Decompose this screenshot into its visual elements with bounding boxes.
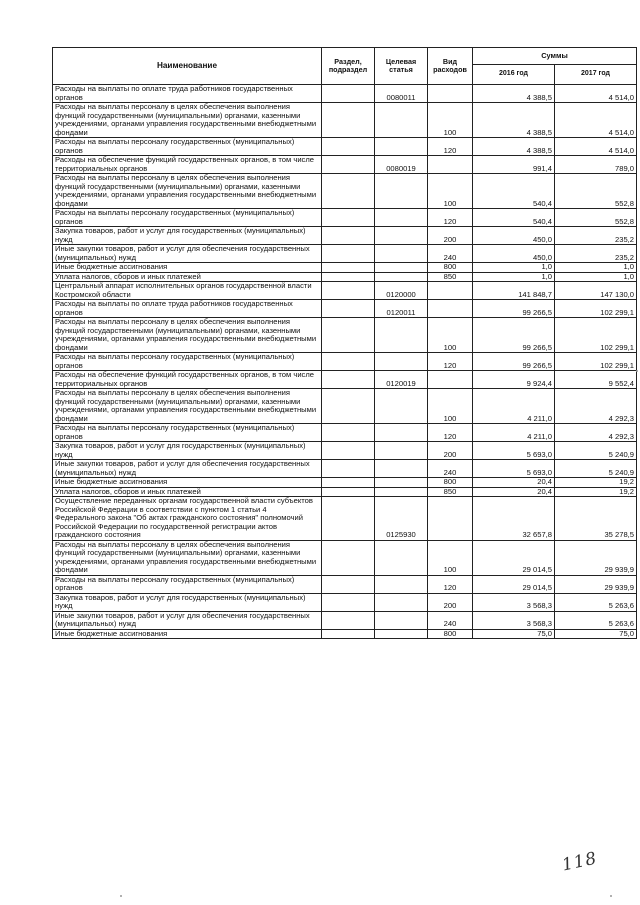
cell-2016: 4 211,0 bbox=[473, 389, 555, 424]
cell-expense-type: 100 bbox=[428, 389, 473, 424]
cell-2017: 235,2 bbox=[555, 227, 637, 245]
cell-name: Расходы на выплаты персоналу в целях обеспечения выполнения функций государственными (муниципальными) органами, казенными учреждениями, органами управления государственными внебюджетными фондами bbox=[53, 318, 322, 353]
cell-article bbox=[375, 442, 428, 460]
cell-2016: 99 266,5 bbox=[473, 300, 555, 318]
budget-sheet bbox=[52, 47, 636, 639]
cell-expense-type bbox=[428, 371, 473, 389]
cell-name: Расходы на выплаты персоналу в целях обеспечения выполнения функций государственными (муниципальными) органами, казенными учреждениями, органами управления государственными внебюджетными фондами bbox=[53, 103, 322, 138]
scan-speck bbox=[120, 895, 122, 897]
cell-name: Расходы на выплаты персоналу государственных (муниципальных) органов bbox=[53, 138, 322, 156]
cell-expense-type: 100 bbox=[428, 540, 473, 575]
table-row bbox=[53, 138, 637, 156]
cell-2016: 540,4 bbox=[473, 209, 555, 227]
cell-2017: 19,2 bbox=[555, 478, 637, 488]
cell-section bbox=[322, 460, 375, 478]
cell-2016: 75,0 bbox=[473, 629, 555, 639]
cell-2016: 32 657,8 bbox=[473, 497, 555, 541]
cell-2017: 552,8 bbox=[555, 174, 637, 209]
table-row bbox=[53, 227, 637, 245]
cell-name: Иные закупки товаров, работ и услуг для обеспечения государственных (муниципальных) нужд bbox=[53, 611, 322, 629]
cell-2017: 35 278,5 bbox=[555, 497, 637, 541]
cell-expense-type: 120 bbox=[428, 138, 473, 156]
cell-name: Расходы на выплаты персоналу в целях обеспечения выполнения функций государственными (муниципальными) органами, казенными учреждениями, органами управления государственными внебюджетными фондами bbox=[53, 389, 322, 424]
cell-2017: 4 292,3 bbox=[555, 424, 637, 442]
cell-2017: 5 263,6 bbox=[555, 611, 637, 629]
cell-article bbox=[375, 272, 428, 282]
cell-2016: 4 211,0 bbox=[473, 424, 555, 442]
cell-article: 0080011 bbox=[375, 85, 428, 103]
cell-2017: 1,0 bbox=[555, 272, 637, 282]
cell-expense-type: 120 bbox=[428, 575, 473, 593]
table-row bbox=[53, 263, 637, 273]
cell-name: Расходы на выплаты по оплате труда работников государственных органов bbox=[53, 300, 322, 318]
cell-article bbox=[375, 245, 428, 263]
cell-name: Расходы на выплаты персоналу в целях обеспечения выполнения функций государственными (муниципальными) органами, казенными учреждениями, органами управления государственными внебюджетными фондами bbox=[53, 540, 322, 575]
cell-2016: 450,0 bbox=[473, 227, 555, 245]
cell-2017: 4 514,0 bbox=[555, 85, 637, 103]
cell-article bbox=[375, 353, 428, 371]
cell-2016: 5 693,0 bbox=[473, 442, 555, 460]
cell-expense-type: 200 bbox=[428, 593, 473, 611]
table-row bbox=[53, 156, 637, 174]
table-row bbox=[53, 629, 637, 639]
cell-2016: 3 568,3 bbox=[473, 611, 555, 629]
table-row bbox=[53, 318, 637, 353]
cell-name: Иные закупки товаров, работ и услуг для обеспечения государственных (муниципальных) нужд bbox=[53, 460, 322, 478]
table-row bbox=[53, 575, 637, 593]
cell-2016: 9 924,4 bbox=[473, 371, 555, 389]
table-row bbox=[53, 174, 637, 209]
cell-2016: 4 388,5 bbox=[473, 103, 555, 138]
cell-2017: 29 939,9 bbox=[555, 575, 637, 593]
cell-article bbox=[375, 629, 428, 639]
cell-section bbox=[322, 478, 375, 488]
cell-section bbox=[322, 156, 375, 174]
cell-2017: 102 299,1 bbox=[555, 300, 637, 318]
cell-section bbox=[322, 575, 375, 593]
cell-section bbox=[322, 424, 375, 442]
cell-article bbox=[375, 593, 428, 611]
header-sums: Суммы bbox=[473, 48, 637, 65]
cell-name: Закупка товаров, работ и услуг для государственных (муниципальных) нужд bbox=[53, 593, 322, 611]
cell-article bbox=[375, 227, 428, 245]
cell-2016: 450,0 bbox=[473, 245, 555, 263]
cell-expense-type: 100 bbox=[428, 103, 473, 138]
cell-expense-type: 200 bbox=[428, 442, 473, 460]
table-row bbox=[53, 611, 637, 629]
table-row bbox=[53, 497, 637, 541]
cell-section bbox=[322, 629, 375, 639]
table-row bbox=[53, 478, 637, 488]
cell-section bbox=[322, 227, 375, 245]
cell-article bbox=[375, 174, 428, 209]
cell-section bbox=[322, 371, 375, 389]
table-row bbox=[53, 209, 637, 227]
budget-table bbox=[52, 47, 637, 639]
cell-article bbox=[375, 318, 428, 353]
cell-2016: 991,4 bbox=[473, 156, 555, 174]
cell-article: 0080019 bbox=[375, 156, 428, 174]
cell-2016: 540,4 bbox=[473, 174, 555, 209]
handwritten-page-number: 118 bbox=[560, 848, 600, 876]
scan-speck bbox=[610, 895, 612, 897]
cell-name: Уплата налогов, сборов и иных платежей bbox=[53, 487, 322, 497]
table-row bbox=[53, 371, 637, 389]
cell-2016: 29 014,5 bbox=[473, 575, 555, 593]
cell-name: Расходы на обеспечение функций государственных органов, в том числе территориальных органов bbox=[53, 156, 322, 174]
cell-2017: 5 263,6 bbox=[555, 593, 637, 611]
cell-section bbox=[322, 300, 375, 318]
cell-expense-type: 240 bbox=[428, 245, 473, 263]
cell-2017: 552,8 bbox=[555, 209, 637, 227]
cell-2017: 4 292,3 bbox=[555, 389, 637, 424]
cell-2017: 5 240,9 bbox=[555, 460, 637, 478]
cell-name: Расходы на выплаты по оплате труда работников государственных органов bbox=[53, 85, 322, 103]
cell-article bbox=[375, 138, 428, 156]
cell-name: Закупка товаров, работ и услуг для государственных (муниципальных) нужд bbox=[53, 442, 322, 460]
cell-section bbox=[322, 138, 375, 156]
table-row bbox=[53, 460, 637, 478]
cell-expense-type: 200 bbox=[428, 227, 473, 245]
cell-article bbox=[375, 540, 428, 575]
cell-expense-type: 850 bbox=[428, 487, 473, 497]
cell-section bbox=[322, 593, 375, 611]
cell-expense-type: 100 bbox=[428, 174, 473, 209]
cell-section bbox=[322, 209, 375, 227]
cell-name: Центральный аппарат исполнительных органов государственной власти Костромской области bbox=[53, 282, 322, 300]
cell-section bbox=[322, 318, 375, 353]
table-row bbox=[53, 389, 637, 424]
table-row bbox=[53, 353, 637, 371]
cell-expense-type: 800 bbox=[428, 263, 473, 273]
cell-section bbox=[322, 389, 375, 424]
table-row bbox=[53, 245, 637, 263]
table-row bbox=[53, 300, 637, 318]
cell-name: Расходы на выплаты персоналу государственных (муниципальных) органов bbox=[53, 353, 322, 371]
cell-section bbox=[322, 442, 375, 460]
cell-2016: 99 266,5 bbox=[473, 318, 555, 353]
cell-expense-type bbox=[428, 156, 473, 174]
cell-article: 0125930 bbox=[375, 497, 428, 541]
cell-section bbox=[322, 85, 375, 103]
cell-expense-type: 120 bbox=[428, 353, 473, 371]
cell-name: Расходы на выплаты персоналу государственных (муниципальных) органов bbox=[53, 209, 322, 227]
cell-name: Иные бюджетные ассигнования bbox=[53, 629, 322, 639]
cell-expense-type: 240 bbox=[428, 460, 473, 478]
cell-section bbox=[322, 245, 375, 263]
cell-2016: 1,0 bbox=[473, 263, 555, 273]
cell-article: 0120000 bbox=[375, 282, 428, 300]
cell-article bbox=[375, 389, 428, 424]
cell-article: 0120019 bbox=[375, 371, 428, 389]
cell-2016: 3 568,3 bbox=[473, 593, 555, 611]
header-name: Наименование bbox=[53, 48, 322, 85]
cell-2017: 29 939,9 bbox=[555, 540, 637, 575]
header-section: Раздел, подраздел bbox=[322, 48, 375, 85]
cell-section bbox=[322, 272, 375, 282]
cell-section bbox=[322, 282, 375, 300]
cell-expense-type bbox=[428, 85, 473, 103]
cell-article bbox=[375, 575, 428, 593]
cell-expense-type bbox=[428, 497, 473, 541]
table-row bbox=[53, 103, 637, 138]
cell-name: Расходы на обеспечение функций государственных органов, в том числе территориальных органов bbox=[53, 371, 322, 389]
cell-expense-type: 120 bbox=[428, 209, 473, 227]
header-row bbox=[53, 48, 637, 65]
cell-2016: 5 693,0 bbox=[473, 460, 555, 478]
header-year-2017: 2017 год bbox=[555, 64, 637, 84]
cell-name: Иные закупки товаров, работ и услуг для обеспечения государственных (муниципальных) нужд bbox=[53, 245, 322, 263]
table-row bbox=[53, 442, 637, 460]
table-row bbox=[53, 593, 637, 611]
cell-article bbox=[375, 460, 428, 478]
cell-section bbox=[322, 263, 375, 273]
cell-2017: 235,2 bbox=[555, 245, 637, 263]
cell-expense-type: 800 bbox=[428, 629, 473, 639]
cell-2017: 75,0 bbox=[555, 629, 637, 639]
cell-article bbox=[375, 263, 428, 273]
cell-2016: 4 388,5 bbox=[473, 138, 555, 156]
cell-article bbox=[375, 209, 428, 227]
cell-expense-type bbox=[428, 300, 473, 318]
cell-2017: 4 514,0 bbox=[555, 103, 637, 138]
header-article: Целевая статья bbox=[375, 48, 428, 85]
cell-name: Иные бюджетные ассигнования bbox=[53, 478, 322, 488]
table-row bbox=[53, 85, 637, 103]
cell-name: Осуществление переданных органам государственной власти субъектов Российской Федерации в соответствии с пунктом 1 статьи 4 Федерального закона "Об актах гражданского состояния" полномочий Российской Федерации по государственной регистрации актов гражданского состояния bbox=[53, 497, 322, 541]
cell-2016: 141 848,7 bbox=[473, 282, 555, 300]
cell-2017: 9 552,4 bbox=[555, 371, 637, 389]
cell-name: Расходы на выплаты персоналу государственных (муниципальных) органов bbox=[53, 424, 322, 442]
cell-expense-type: 240 bbox=[428, 611, 473, 629]
cell-2016: 29 014,5 bbox=[473, 540, 555, 575]
cell-article: 0120011 bbox=[375, 300, 428, 318]
cell-section bbox=[322, 353, 375, 371]
cell-2017: 1,0 bbox=[555, 263, 637, 273]
header-year-2016: 2016 год bbox=[473, 64, 555, 84]
cell-article bbox=[375, 487, 428, 497]
cell-2017: 789,0 bbox=[555, 156, 637, 174]
cell-name: Расходы на выплаты персоналу в целях обеспечения выполнения функций государственными (муниципальными) органами, казенными учреждениями, органами управления государственными внебюджетными фондами bbox=[53, 174, 322, 209]
cell-article bbox=[375, 478, 428, 488]
cell-article bbox=[375, 424, 428, 442]
cell-2017: 102 299,1 bbox=[555, 353, 637, 371]
cell-2017: 19,2 bbox=[555, 487, 637, 497]
cell-name: Уплата налогов, сборов и иных платежей bbox=[53, 272, 322, 282]
table-row bbox=[53, 282, 637, 300]
cell-name: Иные бюджетные ассигнования bbox=[53, 263, 322, 273]
cell-2017: 5 240,9 bbox=[555, 442, 637, 460]
cell-name: Закупка товаров, работ и услуг для государственных (муниципальных) нужд bbox=[53, 227, 322, 245]
cell-2017: 147 130,0 bbox=[555, 282, 637, 300]
cell-section bbox=[322, 540, 375, 575]
cell-2016: 4 388,5 bbox=[473, 85, 555, 103]
table-body bbox=[53, 85, 637, 639]
cell-2017: 102 299,1 bbox=[555, 318, 637, 353]
scan-speck bbox=[636, 370, 638, 372]
cell-expense-type: 120 bbox=[428, 424, 473, 442]
cell-section bbox=[322, 174, 375, 209]
cell-section bbox=[322, 487, 375, 497]
cell-section bbox=[322, 611, 375, 629]
cell-2017: 4 514,0 bbox=[555, 138, 637, 156]
cell-2016: 20,4 bbox=[473, 487, 555, 497]
cell-expense-type bbox=[428, 282, 473, 300]
cell-article bbox=[375, 611, 428, 629]
table-row bbox=[53, 424, 637, 442]
cell-expense-type: 800 bbox=[428, 478, 473, 488]
cell-name: Расходы на выплаты персоналу государственных (муниципальных) органов bbox=[53, 575, 322, 593]
cell-2016: 1,0 bbox=[473, 272, 555, 282]
cell-expense-type: 850 bbox=[428, 272, 473, 282]
table-row bbox=[53, 540, 637, 575]
cell-expense-type: 100 bbox=[428, 318, 473, 353]
cell-section bbox=[322, 497, 375, 541]
header-expense-type: Вид расходов bbox=[428, 48, 473, 85]
cell-article bbox=[375, 103, 428, 138]
cell-2016: 99 266,5 bbox=[473, 353, 555, 371]
cell-section bbox=[322, 103, 375, 138]
cell-2016: 20,4 bbox=[473, 478, 555, 488]
